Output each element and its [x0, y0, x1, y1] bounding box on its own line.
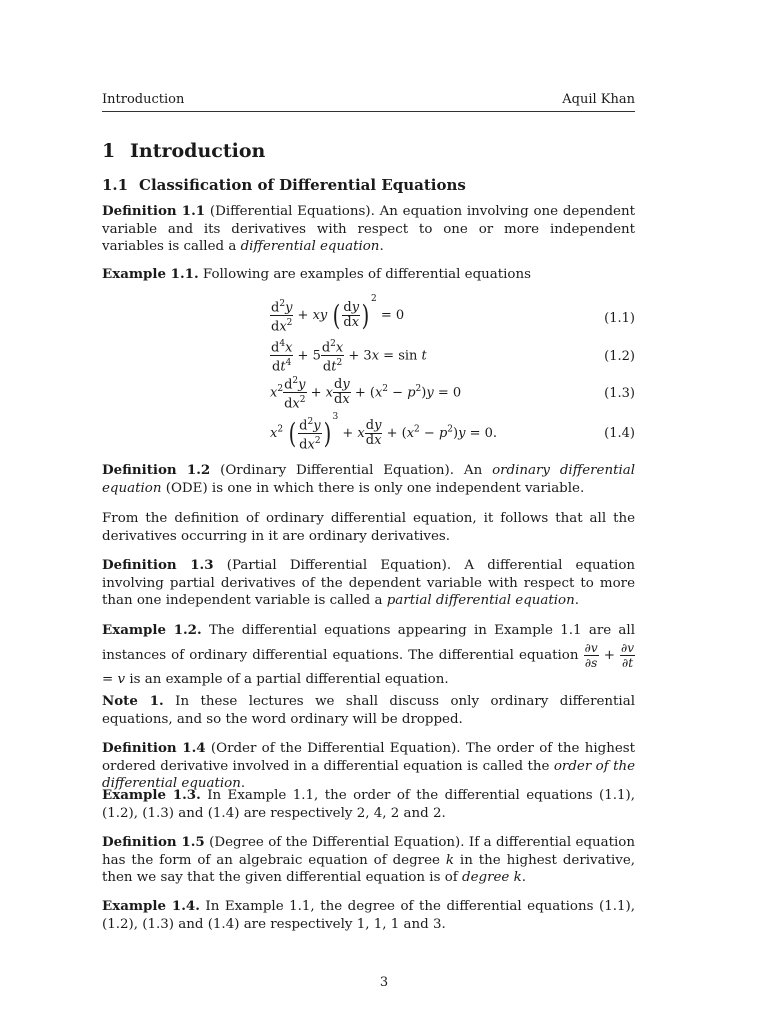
note-label: Note 1. [102, 693, 164, 709]
definition-text: (Differential Equations). An equation involving one dependent variable and its derivatives with respect to one or more independent variables is called a [102, 204, 635, 254]
section-number: 1 [102, 140, 116, 162]
definition-label: Definition 1.4 [102, 740, 206, 756]
equation-1-4: $x^2$ ( $\frac{d^2y}{dx^2}$ ) $^3$ + x $\frac{dy}{dx}$ + $(x^2 - p^2)y = 0$. [270, 412, 497, 453]
subsection-number: 1.1 [102, 176, 129, 194]
example-label: Example 1.4. [102, 898, 200, 914]
example-1-1 [102, 266, 635, 284]
definition-term: order of the differential equation [102, 758, 636, 791]
header-author: Aquil Khan [562, 92, 635, 107]
example-1-3 [102, 787, 635, 822]
definition-term: degree k [462, 870, 522, 885]
equation-1-3: $x^2$ $\frac{d^2y}{dx^2}$ + x $\frac{dy}{dx}$ + $(x^2 - p^2)y = 0$ [270, 376, 462, 412]
definition-1-3 [102, 557, 635, 610]
section-heading [102, 140, 265, 162]
definition-term: ordinary differential equation [102, 463, 635, 496]
definition-var-k: k [445, 852, 454, 868]
definition-label: Definition 1.5 [102, 834, 205, 850]
definition-label: Definition 1.3 [102, 557, 214, 573]
definition-end: (ODE) is one in which there is only one independent variable. [161, 480, 585, 496]
example-1-2: Example 1.2. The differential equations appearing in Example 1.1 are all instances of ordinary differential equations. The differential equation $\frac{\partial v}{\partial s}$ + $\frac{\partial v}{\partial t}$ = v is an example of a partial differential equation. [102, 622, 635, 687]
section-title: Introduction [130, 140, 266, 162]
example-text: Following are examples of differential equations [198, 267, 531, 282]
equation-number: (1.3) [604, 386, 635, 401]
note-text: In these lectures we shall discuss only ordinary differential equations, and so the word ordinary will be dropped. [102, 694, 635, 727]
example-1-4 [102, 898, 635, 933]
pde-fraction-1: $\frac{\partial v}{\partial s}$ [584, 641, 598, 670]
subsection-title: Classification of Differential Equations [139, 176, 466, 194]
pde-fraction-2: $\frac{\partial v}{\partial t}$ [621, 641, 635, 670]
note-1 [102, 693, 635, 728]
header-rule [102, 111, 635, 112]
equation-number: (1.2) [604, 349, 635, 364]
subsection-heading [102, 176, 466, 194]
definition-1-2 [102, 462, 635, 497]
header-left: Introduction [102, 92, 185, 107]
definition-end: . [574, 593, 579, 608]
definition-1-4 [102, 740, 635, 793]
equation-1-1: $\frac{d^2y}{dx^2}$ + xy ( $\frac{dy}{dx}$ ) $^2$ = 0 [271, 294, 405, 335]
page-number: 3 [379, 975, 389, 990]
equation-1-2: $\frac{d^4x}{dt^4}$ + 5 $\frac{d^2x}{dt^2}$ + 3x = sin t [271, 339, 427, 375]
example-text: In Example 1.1, the degree of the differential equations (1.1), (1.2), (1.3) and (1.4) are respectively 1, 1, 1 and 3. [102, 899, 636, 932]
definition-text-mid: in the highest derivative, then we say that the given differential equation is of [102, 852, 635, 885]
definition-label: Definition 1.2 [102, 462, 211, 478]
definition-text: (Partial Differential Equation). A differential equation involving partial derivatives of the dependent variable with respect to more than one independent variable is called a [102, 558, 636, 608]
example-end: is an example of a partial differential equation. [125, 672, 449, 687]
definition-term: partial differential equation [386, 593, 575, 608]
definition-end: . [521, 870, 526, 885]
example-label: Example 1.1. [102, 266, 199, 282]
definition-end: . [379, 239, 384, 254]
definition-1-1 [102, 203, 635, 256]
equation-number: (1.4) [604, 426, 635, 441]
definition-text: (Ordinary Differential Equation). An [210, 463, 493, 478]
definition-end: . [240, 776, 246, 791]
example-label: Example 1.2. [102, 622, 202, 638]
equation-number: (1.1) [604, 311, 635, 326]
paragraph-ode: From the definition of ordinary differential equation, it follows that all the derivatives occurring in it are ordinary derivatives. [102, 511, 635, 544]
definition-text: (Order of the Differential Equation). The order of the highest ordered derivative involved in a differential equation is called the [102, 741, 635, 774]
definition-text: (Degree of the Differential Equation). If a differential equation has the form of an algebraic equation of degree [102, 835, 635, 868]
example-label: Example 1.3. [102, 787, 201, 803]
example-text: In Example 1.1, the order of the differential equations (1.1), (1.2), (1.3) and (1.4) are respectively 2, 4, 2 and 2. [102, 788, 635, 821]
example-text: The differential equations appearing in Example 1.1 are all instances of ordinary differential equations. The differential equation [102, 623, 635, 663]
definition-label: Definition 1.1 [102, 203, 206, 219]
definition-1-5 [102, 834, 635, 887]
definition-term: differential equation [240, 239, 380, 254]
